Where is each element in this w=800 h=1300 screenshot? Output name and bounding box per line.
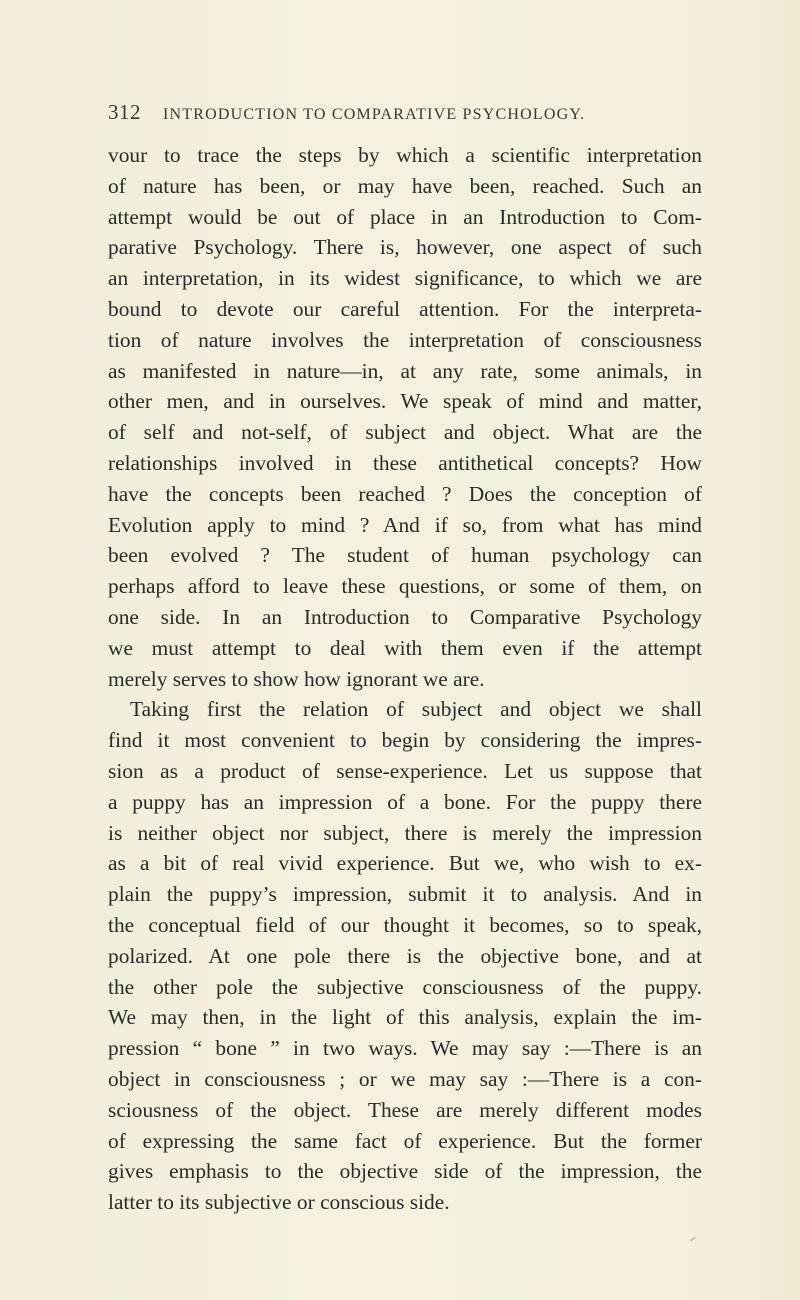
text-line: polarized. At one pole there is the objective bone, and at bbox=[108, 943, 702, 968]
text-line: the other pole the subjective consciousness of the puppy. bbox=[108, 974, 702, 999]
text-line: sciousness of the object. These are merely different modes bbox=[108, 1097, 702, 1122]
text-line: bound to devote our careful attention. For the interpreta- bbox=[108, 296, 702, 321]
body-text bbox=[108, 140, 702, 1218]
text-line: an interpretation, in its widest significance, to which we are bbox=[108, 266, 702, 291]
ink-speck bbox=[690, 1236, 696, 1241]
text-line: find it most convenient to begin by considering the impres- bbox=[108, 728, 702, 753]
text-line-paragraph-end: latter to its subjective or conscious side. bbox=[108, 1190, 450, 1215]
text-line: gives emphasis to the objective side of the impression, the bbox=[108, 1159, 702, 1184]
text-line: parative Psychology. There is, however, one aspect of such bbox=[108, 235, 702, 260]
text-line: as manifested in nature—in, at any rate, some animals, in bbox=[108, 358, 702, 383]
text-line: of expressing the same fact of experience. But the former bbox=[108, 1128, 702, 1153]
text-line: of nature has been, or may have been, reached. Such an bbox=[108, 173, 702, 198]
text-line: other men, and in ourselves. We speak of mind and matter, bbox=[108, 389, 702, 414]
text-line: the conceptual field of our thought it becomes, so to speak, bbox=[108, 912, 702, 937]
text-line: vour to trace the steps by which a scientific interpretation bbox=[108, 143, 702, 167]
text-line: is neither object nor subject, there is merely the impression bbox=[108, 820, 702, 845]
text-line: attempt would be out of place in an Introduction to Com- bbox=[108, 204, 702, 229]
text-line-paragraph-end: merely serves to show how ignorant we are. bbox=[108, 666, 485, 691]
text-line: of self and not-self, of subject and object. What are the bbox=[108, 420, 702, 445]
text-line: have the concepts been reached ? Does the conception of bbox=[108, 481, 702, 506]
text-line: relationships involved in these antithetical concepts? How bbox=[108, 450, 702, 475]
text-line: we must attempt to deal with them even if the attempt bbox=[108, 635, 702, 660]
text-line: been evolved ? The student of human psychology can bbox=[108, 543, 702, 568]
text-line: sion as a product of sense-experience. Let us suppose that bbox=[108, 758, 702, 783]
running-title: INTRODUCTION TO COMPARATIVE PSYCHOLOGY. bbox=[163, 106, 586, 123]
text-line: pression “ bone ” in two ways. We may say :—There is an bbox=[108, 1036, 702, 1061]
text-line-paragraph-start: Taking first the relation of subject and object we shall bbox=[130, 697, 702, 722]
text-line: tion of nature involves the interpretation of consciousness bbox=[108, 327, 702, 352]
text-line: as a bit of real vivid experience. But we, who wish to ex- bbox=[108, 851, 702, 876]
text-line: We may then, in the light of this analysis, explain the im- bbox=[108, 1005, 702, 1030]
text-line: one side. In an Introduction to Comparative Psychology bbox=[108, 604, 702, 629]
page-number: 312 bbox=[108, 100, 141, 124]
text-line: plain the puppy’s impression, submit it to analysis. And in bbox=[108, 882, 702, 907]
text-line: perhaps afford to leave these questions, or some of them, on bbox=[108, 574, 702, 599]
text-line: object in consciousness ; or we may say :—There is a con- bbox=[108, 1066, 702, 1091]
page-header bbox=[108, 100, 698, 124]
text-line: Evolution apply to mind ? And if so, from what has mind bbox=[108, 512, 702, 537]
text-line: a puppy has an impression of a bone. For the puppy there bbox=[108, 789, 702, 814]
